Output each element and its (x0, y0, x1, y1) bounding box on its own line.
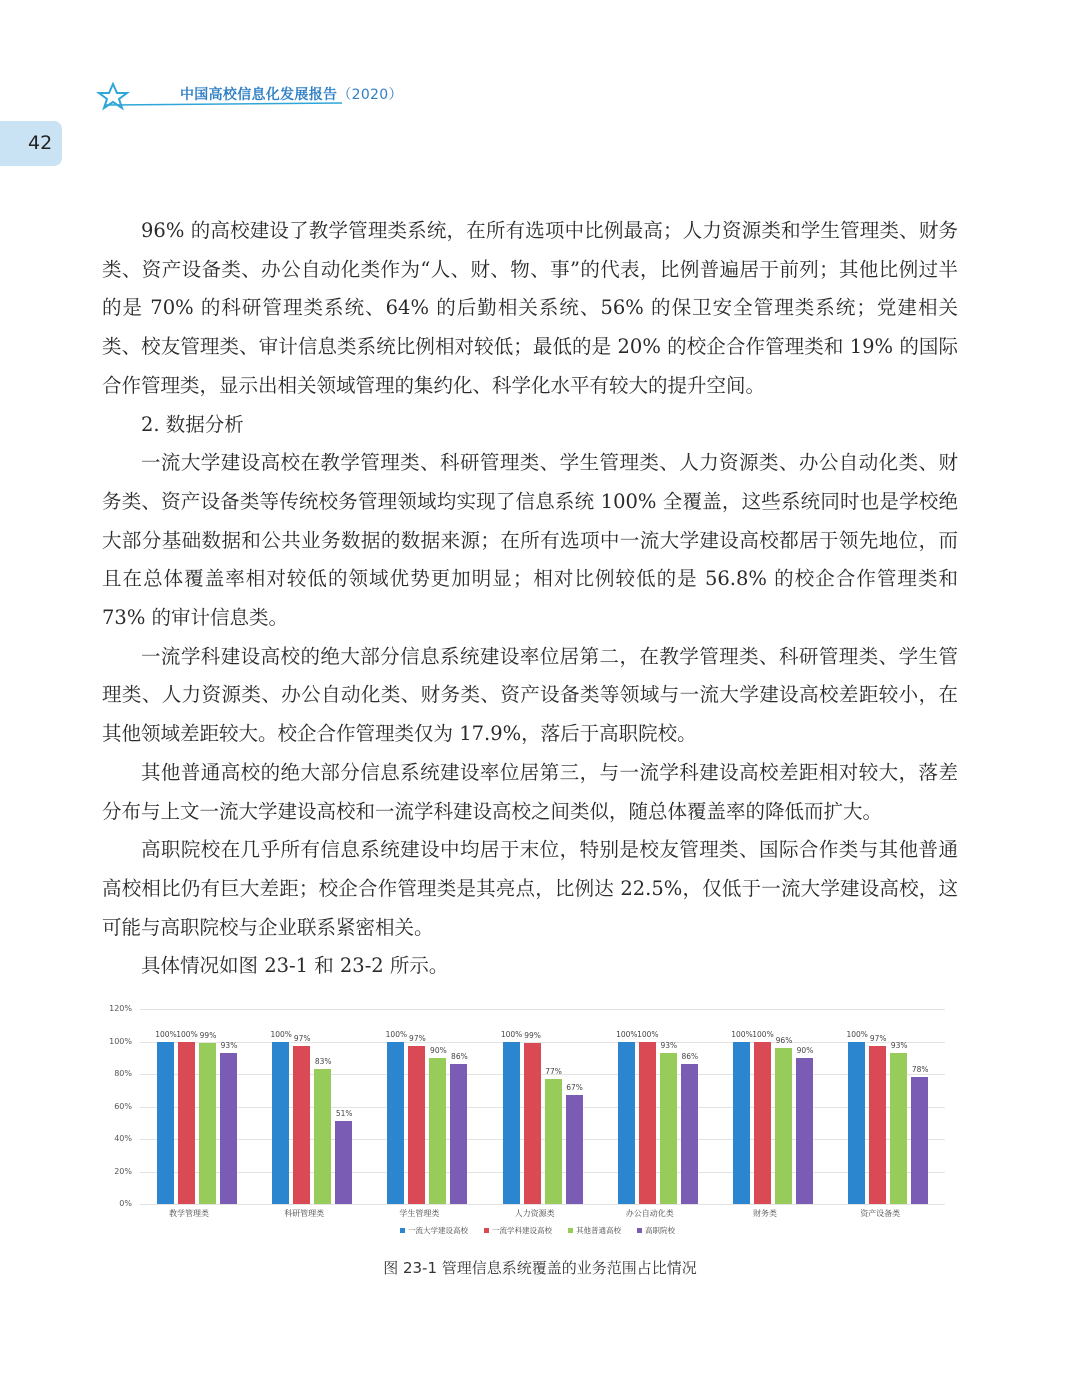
bar (220, 1053, 237, 1204)
bar-value-label: 100% (176, 1029, 198, 1039)
legend-item (568, 1225, 621, 1236)
bar-value-label: 100% (270, 1029, 292, 1039)
bar-value-label: 100% (500, 1029, 523, 1039)
bar-value-label: 86% (681, 1052, 699, 1062)
bar (566, 1095, 583, 1204)
bar (178, 1042, 195, 1205)
legend-swatch (637, 1228, 642, 1233)
gridline (140, 1172, 945, 1173)
bar-value-label: 83% (314, 1057, 332, 1067)
gridline (140, 1107, 945, 1108)
gridline (140, 1204, 945, 1205)
y-tick-label: 60% (114, 1101, 132, 1111)
bar (890, 1053, 907, 1204)
legend-label: 高职院校 (645, 1226, 675, 1235)
bar (429, 1058, 446, 1204)
x-category-label: 办公自动化类 (625, 1209, 674, 1218)
bar (681, 1064, 698, 1204)
bar-value-label: 78% (911, 1065, 929, 1075)
bar (272, 1042, 289, 1205)
bar (503, 1042, 520, 1205)
legend-item (637, 1225, 675, 1236)
x-category-label: 财务类 (753, 1209, 777, 1218)
bar (157, 1042, 174, 1205)
figure-caption: 图 23-1 管理信息系统覆盖的业务范围占比情况 (383, 1259, 697, 1277)
x-category-label: 学生管理类 (399, 1209, 440, 1218)
bar-value-label: 77% (545, 1066, 562, 1076)
bar (660, 1053, 677, 1204)
bar-value-label: 90% (796, 1045, 814, 1055)
paragraph: 一流学科建设高校的绝大部分信息系统建设率位居第二，在教学管理类、科研管理类、学生管理类、人力资源类、办公自动化类、财务类、资产设备类等领域与一流大学建设高校差距较小，在其他领域差距较大。校企合作管理类仅为 17.9%，落后于高职院校。 (102, 644, 958, 746)
bar-value-label: 100% (637, 1029, 659, 1039)
bar (775, 1048, 792, 1204)
y-tick-label: 120% (109, 1004, 132, 1013)
y-tick-label: 80% (114, 1069, 132, 1078)
y-tick-label: 100% (109, 1036, 132, 1046)
page-number: 42 (28, 132, 53, 154)
bar (314, 1069, 331, 1204)
bar (293, 1046, 310, 1204)
bar-value-label: 99% (524, 1031, 541, 1041)
bar (199, 1043, 216, 1204)
bar (450, 1064, 467, 1204)
book-title (180, 84, 403, 104)
bar (639, 1042, 656, 1205)
bar-value-label: 97% (293, 1034, 311, 1044)
book-title-text: 中国高校信息化发展报告 (180, 87, 338, 103)
bar (796, 1058, 813, 1204)
running-header (96, 80, 516, 114)
chart-legend (400, 1225, 675, 1236)
paragraph: 高职院校在几乎所有信息系统建设中均居于末位，特别是校友管理类、国际合作类与其他普通高校相比仍有巨大差距；校企合作管理类是其亮点，比例达 22.5%，仅低于一流大学建设高校，这可能与高职院校与企业联系紧密相关。 (102, 838, 958, 939)
legend-item (484, 1225, 552, 1236)
bar-value-label: 93% (890, 1040, 908, 1050)
bar-value-label: 100% (616, 1029, 638, 1039)
bar-value-label: 97% (409, 1034, 426, 1044)
y-tick-label: 20% (114, 1166, 132, 1176)
bar (848, 1042, 865, 1205)
paragraph: 其他普通高校的绝大部分信息系统建设率位居第三，与一流学科建设高校差距相对较大，落差分布与上文一流大学建设高校和一流学科建设高校之间类似，随总体覆盖率的降低而扩大。 (102, 760, 958, 823)
body-text (102, 212, 958, 986)
y-tick-label: 0% (119, 1199, 132, 1208)
x-category-label: 资产设备类 (860, 1209, 901, 1218)
bar (545, 1079, 562, 1204)
bar-value-label: 100% (846, 1029, 868, 1039)
bar (408, 1046, 425, 1204)
bar-value-label: 100% (385, 1029, 408, 1039)
legend-label: 其他普通高校 (576, 1226, 621, 1235)
bar (733, 1042, 750, 1205)
legend-swatch (568, 1228, 573, 1233)
bar (618, 1042, 635, 1205)
bar-value-label: 97% (869, 1034, 887, 1044)
legend-label: 一流学科建设高校 (492, 1226, 552, 1235)
book-year: （2020） (337, 87, 403, 103)
bar-value-label: 86% (451, 1052, 468, 1062)
paragraph: 具体情况如图 23-1 和 23-2 所示。 (141, 954, 449, 978)
gridline (140, 1139, 945, 1140)
bar-value-label: 93% (660, 1040, 678, 1050)
bar-chart (100, 995, 960, 1245)
bar-value-label: 96% (775, 1036, 793, 1045)
bar-value-label: 93% (220, 1040, 238, 1050)
gridline (140, 1042, 945, 1043)
bar (869, 1046, 886, 1204)
legend-label: 一流大学建设高校 (408, 1226, 468, 1235)
paragraph: 96% 的高校建设了教学管理类系统，在所有选项中比例最高；人力资源类和学生管理类、财务类、资产设备类、办公自动化类作为“人、财、物、事”的代表，比例普遍居于前列；其他比例过半的是 70% 的科研管理类系统、64% 的后勤相关系统、56% 的保卫安全管理类系统；党建相关类、校友管理类、审计信息类系统比例相对较低；最低的是 20% 的校企合作管理类和 19% 的国际合作管理类，显示出相关领域管理的集约化、科学化水平有较大的提升空间。 (102, 219, 958, 397)
bar-value-label: 51% (335, 1109, 353, 1119)
x-category-label: 教学管理类 (169, 1209, 209, 1218)
y-tick-label: 40% (114, 1134, 132, 1143)
section-heading: 2. 数据分析 (141, 412, 244, 436)
bar-value-label: 67% (566, 1083, 583, 1093)
bar-value-label: 99% (199, 1031, 217, 1041)
bar-value-label: 100% (731, 1029, 753, 1039)
bar (335, 1121, 352, 1204)
gridline (140, 1009, 945, 1010)
legend-swatch (400, 1228, 405, 1233)
x-category-label: 人力资源类 (514, 1209, 555, 1218)
bar (911, 1077, 928, 1204)
bar (754, 1042, 771, 1205)
x-category-label: 科研管理类 (284, 1209, 325, 1218)
bar-value-label: 100% (155, 1029, 177, 1039)
bar (387, 1042, 404, 1205)
bar-value-label: 90% (430, 1045, 447, 1055)
legend-item (400, 1225, 468, 1236)
bar-value-label: 100% (752, 1029, 774, 1039)
legend-swatch (484, 1228, 489, 1233)
paragraph: 一流大学建设高校在教学管理类、科研管理类、学生管理类、人力资源类、办公自动化类、财务类、资产设备类等传统校务管理领域均实现了信息系统 100% 全覆盖，这些系统同时也是学校绝大部分基础数据和公共业务数据的数据来源；在所有选项中一流大学建设高校都居于领先地位，而且在总体覆盖率相对较低的领域优势更加明显；相对比例较低的是 56.8% 的校企合作管理类和 73% 的审计信息类。 (102, 451, 958, 630)
